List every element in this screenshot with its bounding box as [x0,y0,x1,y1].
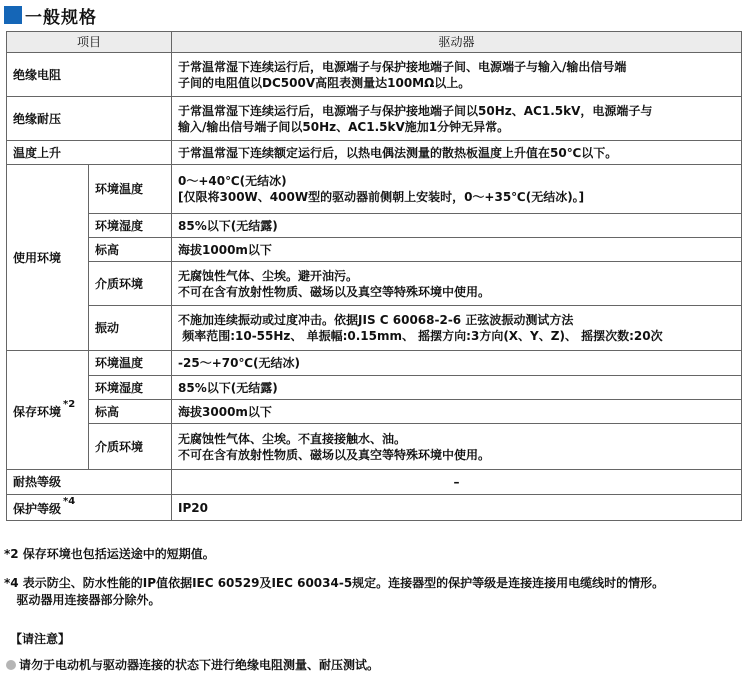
row-value: 于常温常湿下连续额定运行后，以热电偶法测量的散热板温度上升值在50℃以下。 [172,141,742,165]
row-sublabel: 环境温度 [89,165,172,214]
row-value: – [172,470,742,495]
row-value: 85%以下(无结露) [172,214,742,238]
row-label: 保护等级$^{*4}$ [7,495,172,521]
row-value: 于常温常湿下连续运行后，电源端子与保护接地端子间、电源端子与输入/输出信号端 子间的电阻值以DC500V高阻表测量达100MΩ以上。 [172,53,742,97]
row-sublabel: 环境湿度 [89,214,172,238]
spec-table [6,31,742,521]
row-value: 不施加连续振动或过度冲击。依据JIS C 60068-2-6 正弦波振动测试方法 频率范围:10-55Hz、 单振幅:0.15mm、 摇摆方向:3方向(X、Y、Z)、 摇摆次数:20次 [172,306,742,351]
row-label: 绝缘电阻 [7,53,172,97]
caution-heading: 【请注意】 [10,632,71,646]
table-row [7,351,742,376]
footnote-ref: *4 [63,496,76,507]
row-label: 耐热等级 [7,470,172,495]
table-row [7,141,742,165]
footnotes [4,546,664,609]
caution-text: 请勿于电动机与驱动器连接的状态下进行绝缘电阻测量、耐压测试。 [19,658,380,672]
row-value: 于常温常湿下连续运行后，电源端子与保护接地端子间以50Hz、AC1.5kV，电源端子与 输入/输出信号端子间以50Hz、AC1.5kV施加1分钟无异常。 [172,97,742,141]
footnote-2: *2 保存环境也包括运送途中的短期值。 [4,547,215,561]
table-row [7,400,742,424]
title-marker-icon [4,6,22,24]
row-sublabel: 环境温度 [89,351,172,376]
footnote-ref: *2 [63,398,76,410]
footnote-4-line2: 驱动器用连接器部分除外。 [4,593,161,607]
table-row [7,238,742,262]
header-item: 项目 [7,32,172,53]
row-label: 绝缘耐压 [7,97,172,141]
row-sublabel: 振动 [89,306,172,351]
row-value: -25～+70℃(无结冰) [172,351,742,376]
table-row [7,53,742,97]
section-title [4,4,97,26]
row-sublabel: 环境湿度 [89,376,172,400]
row-sublabel: 标高 [89,238,172,262]
header-driver: 驱动器 [172,32,742,53]
table-row [7,495,742,521]
table-row [7,262,742,306]
row-sublabel: 介质环境 [89,262,172,306]
row-value: IP20 [172,495,742,521]
table-row [7,306,742,351]
row-value: 无腐蚀性气体、尘埃。不直接接触水、油。 不可在含有放射性物质、磁场以及真空等特殊环境中使用。 [172,424,742,470]
caution-item [6,656,379,673]
table-row [7,97,742,141]
group-label-operating: 使用环境 [7,165,89,351]
table-header-row [7,32,742,53]
table-row [7,470,742,495]
row-value: 85%以下(无结露) [172,376,742,400]
row-value: 海拔3000m以下 [172,400,742,424]
group-label-storage: 保存环境$^{*2}$ [7,351,89,470]
bullet-icon [6,660,16,670]
table-row [7,424,742,470]
row-label: 温度上升 [7,141,172,165]
row-sublabel: 标高 [89,400,172,424]
row-sublabel: 介质环境 [89,424,172,470]
table-row [7,376,742,400]
table-row [7,165,742,214]
section-title-text: 一般规格 [25,7,97,28]
row-value: 0～+40℃(无结冰) [仅限将300W、400W型的驱动器前侧朝上安装时，0～+35℃(无结冰)。] [172,165,742,214]
row-value: 无腐蚀性气体、尘埃。避开油污。 不可在含有放射性物质、磁场以及真空等特殊环境中使用。 [172,262,742,306]
row-value: 海拔1000m以下 [172,238,742,262]
table-row [7,214,742,238]
footnote-4-line1: *4 表示防尘、防水性能的IP值依据IEC 60529及IEC 60034-5规定。连接器型的保护等级是连接连接用电缆线时的情形。 [4,576,665,590]
